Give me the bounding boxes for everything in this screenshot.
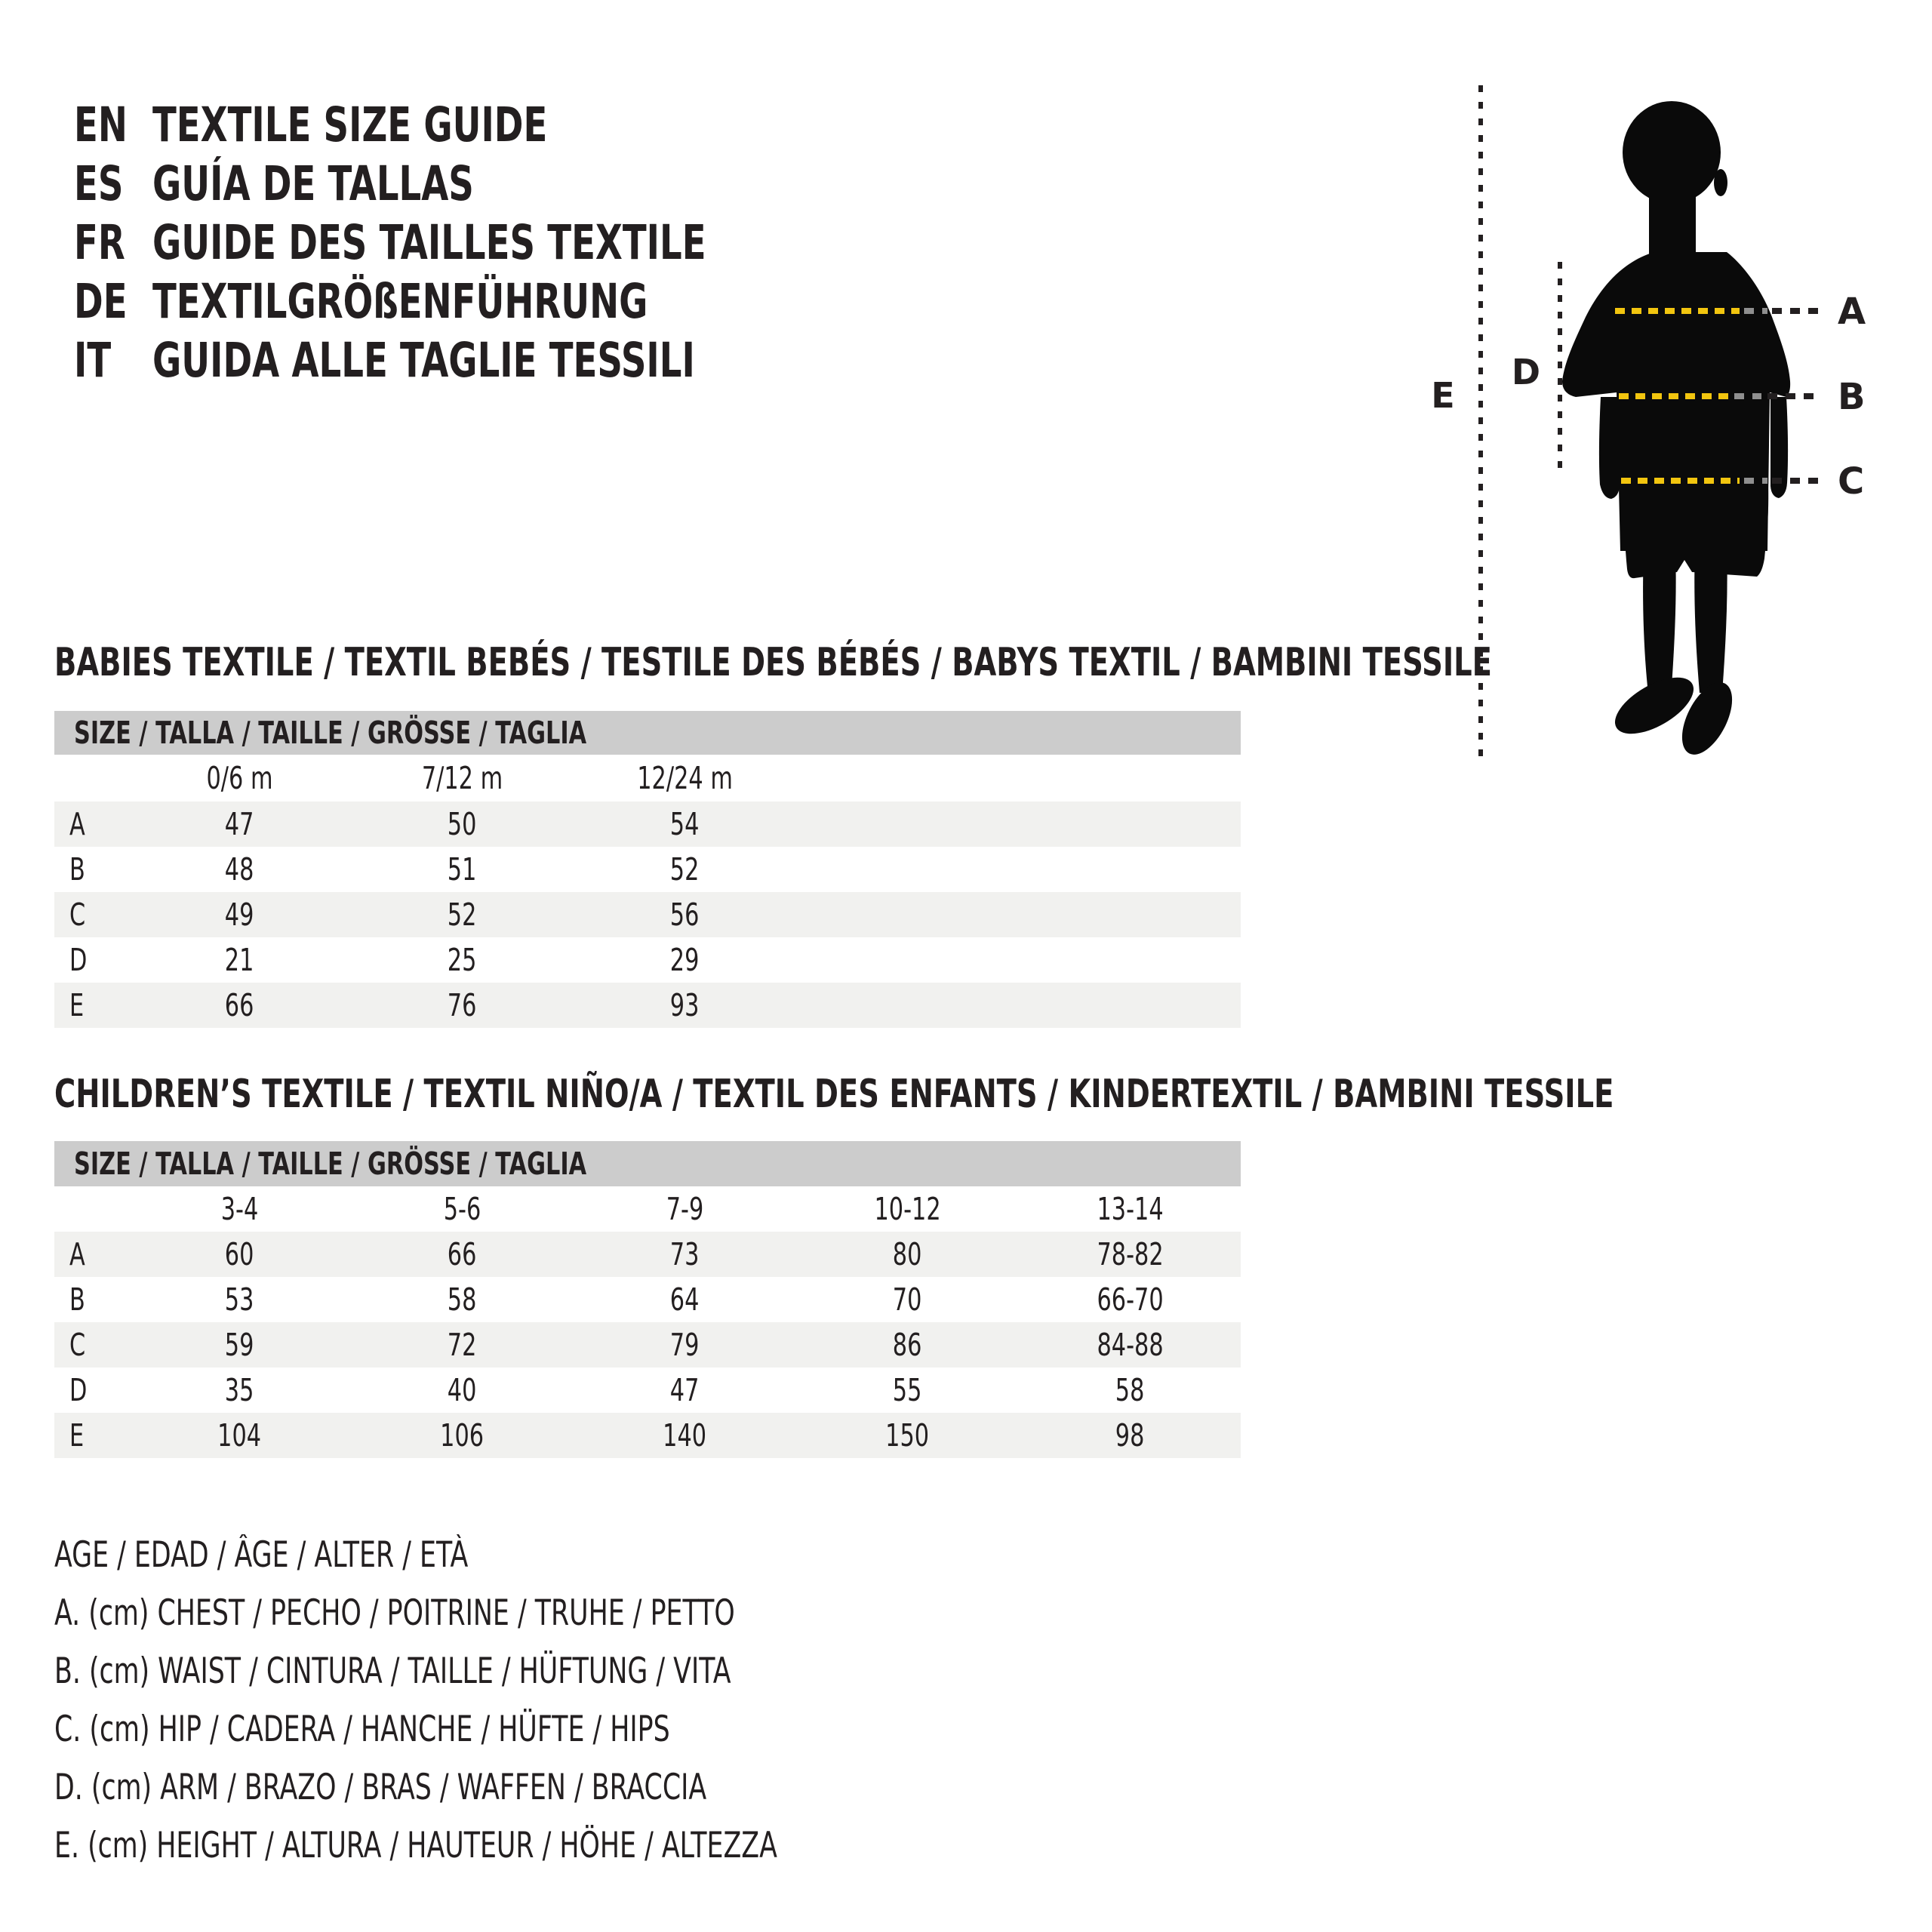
measurement-value-cell [128, 1417, 351, 1454]
measurement-value-cell-text: 59 [225, 1327, 254, 1363]
language-code [74, 333, 152, 388]
measurement-letter-cell-text: D [69, 1372, 88, 1408]
measurement-letter-cell-text: E [69, 987, 85, 1023]
legend-line-text: A. (cm) CHEST / PECHO / POITRINE / TRUHE / PETTO [54, 1592, 735, 1634]
measurement-value-cell-text: 93 [670, 987, 700, 1023]
legend-line-text: D. (cm) ARM / BRAZO / BRAS / WAFFEN / BRACCIA [54, 1767, 707, 1808]
measurement-value-cell-text: 76 [448, 987, 477, 1023]
language-row [74, 331, 900, 389]
measurement-value-cell [351, 942, 574, 978]
size-header-text: SIZE / TALLA / TAILLE / GRÖSSE / TAGLIA [74, 1146, 587, 1182]
legend-line [54, 1758, 1031, 1817]
measurement-letter-cell [54, 1236, 128, 1272]
measurement-value-cell [574, 851, 796, 888]
measurement-value-cell-text: 98 [1115, 1417, 1145, 1454]
measurement-value-cell [128, 897, 351, 933]
language-code [74, 215, 152, 270]
table-row [54, 1367, 1241, 1413]
measurement-value-cell [128, 806, 351, 842]
size-header-text: SIZE / TALLA / TAILLE / GRÖSSE / TAGLIA [74, 715, 587, 751]
measurement-value-cell-text: 50 [448, 806, 477, 842]
measurement-letter-cell [54, 1417, 128, 1454]
language-title: GUIDE DES TAILLES TEXTILE [152, 214, 706, 270]
age-column-header-text: 7/12 m [421, 760, 503, 796]
corner-cell [54, 760, 128, 796]
table-row [54, 1232, 1241, 1277]
age-column-header-text: 12/24 m [637, 760, 733, 796]
age-column-header [128, 760, 351, 796]
hip-label: C [1838, 460, 1865, 503]
language-row [74, 95, 900, 154]
babies-section-heading [54, 640, 1932, 685]
measurement-value-cell-text: 47 [670, 1372, 700, 1408]
size-header-bar [54, 711, 1241, 755]
babies-section-heading-text: BABIES TEXTILE / TEXTIL BEBÉS / TESTILE DES BÉBÉS / BABYS TEXTIL / BAMBINI TESSILE [54, 640, 1492, 685]
measurement-letter-cell-text: A [69, 806, 85, 842]
measurement-value-cell-text: 66 [448, 1236, 477, 1272]
measurement-value-cell-text: 84-88 [1097, 1327, 1164, 1363]
measurement-value-cell-text: 58 [448, 1281, 477, 1318]
age-column-header-text: 3-4 [220, 1191, 259, 1227]
measurement-value-cell [574, 987, 796, 1023]
age-column-header [574, 1191, 796, 1227]
height-label: E [1431, 375, 1455, 416]
measurement-value-cell [351, 897, 574, 933]
measurement-value-cell [796, 1372, 1019, 1408]
table-row [54, 892, 1241, 937]
language-header-block [74, 95, 900, 389]
age-column-header-text: 0/6 m [206, 760, 273, 796]
measurement-value-cell-text: 58 [1115, 1372, 1145, 1408]
language-title: GUIDA ALLE TAGLIE TESSILI [152, 332, 695, 388]
measurement-value-cell-text: 66-70 [1097, 1281, 1164, 1318]
language-title: TEXTILE SIZE GUIDE [152, 97, 548, 152]
table-row [54, 937, 1241, 983]
measurement-value-cell-text: 21 [225, 942, 254, 978]
measurement-value-cell [1019, 1417, 1241, 1454]
legend-line [54, 1700, 1031, 1758]
measurement-value-cell [128, 851, 351, 888]
language-row [74, 213, 900, 272]
age-column-header [1019, 1191, 1241, 1227]
measurement-letter-cell-text: E [69, 1417, 85, 1454]
age-column-header-text: 5-6 [443, 1191, 481, 1227]
table-row [54, 1277, 1241, 1322]
children-column-header-row [54, 1186, 1241, 1232]
legend-line-text: AGE / EDAD / ÂGE / ALTER / ETÀ [54, 1534, 469, 1576]
measurement-value-cell-text: 56 [670, 897, 700, 933]
age-column-header [351, 1191, 574, 1227]
measurement-value-cell-text: 86 [893, 1327, 922, 1363]
table-row [54, 1413, 1241, 1458]
measurement-value-cell [128, 1372, 351, 1408]
language-code-text: IT [74, 332, 112, 388]
measurement-value-cell [351, 1417, 574, 1454]
measurement-letter-cell [54, 1281, 128, 1318]
measurement-value-cell-text: 150 [885, 1417, 930, 1454]
children-table [54, 1232, 1241, 1458]
measurement-value-cell [351, 1236, 574, 1272]
measurement-value-cell [796, 1281, 1019, 1318]
language-code [74, 156, 152, 211]
measurement-value-cell-text: 51 [448, 851, 477, 888]
legend-line-text: B. (cm) WAIST / CINTURA / TAILLE / HÜFTUNG / VITA [54, 1651, 731, 1692]
measurement-value-cell-text: 70 [893, 1281, 922, 1318]
measurement-letter-cell [54, 897, 128, 933]
measurement-value-cell [1019, 1236, 1241, 1272]
language-code-text: ES [74, 155, 124, 211]
legend-line [54, 1526, 1031, 1584]
measurement-value-cell-text: 52 [448, 897, 477, 933]
measurement-value-cell [574, 1372, 796, 1408]
measurement-value-cell [1019, 1281, 1241, 1318]
language-code-text: FR [74, 214, 125, 270]
measurement-letter-cell-text: A [69, 1236, 85, 1272]
measurement-letter-cell [54, 1372, 128, 1408]
measurement-value-cell [796, 1327, 1019, 1363]
measurement-value-cell [796, 1236, 1019, 1272]
children-section-heading [54, 1072, 1932, 1117]
language-code [74, 97, 152, 152]
age-column-header [796, 1191, 1019, 1227]
legend-line-text: E. (cm) HEIGHT / ALTURA / HAUTEUR / HÖHE / ALTEZZA [54, 1825, 777, 1866]
measurement-legend [54, 1526, 1031, 1875]
legend-line-text: C. (cm) HIP / CADERA / HANCHE / HÜFTE / HIPS [54, 1709, 670, 1750]
babies-table [54, 801, 1241, 1028]
language-row [74, 154, 900, 213]
measurement-letter-cell-text: C [69, 1327, 86, 1363]
measurement-value-cell [574, 897, 796, 933]
table-row [54, 983, 1241, 1028]
age-column-header [351, 760, 574, 796]
measurement-value-cell-text: 40 [448, 1372, 477, 1408]
measurement-value-cell-text: 140 [663, 1417, 707, 1454]
measurement-value-cell-text: 35 [225, 1372, 254, 1408]
size-header-bar [54, 1141, 1241, 1186]
measurement-letter-cell-text: B [69, 851, 85, 888]
measurement-value-cell-text: 79 [670, 1327, 700, 1363]
measurement-value-cell [351, 1327, 574, 1363]
language-code-text: DE [74, 273, 128, 329]
chest-label: A [1838, 291, 1866, 333]
measurement-value-cell [574, 1327, 796, 1363]
measurement-value-cell-text: 78-82 [1097, 1236, 1164, 1272]
measurement-value-cell [796, 1417, 1019, 1454]
measurement-value-cell-text: 80 [893, 1236, 922, 1272]
age-column-header-text: 10-12 [874, 1191, 941, 1227]
measurement-value-cell [574, 1236, 796, 1272]
measurement-value-cell [574, 806, 796, 842]
measurement-value-cell-text: 72 [448, 1327, 477, 1363]
measurement-value-cell [128, 1281, 351, 1318]
measurement-value-cell-text: 60 [225, 1236, 254, 1272]
measurement-letter-cell-text: D [69, 942, 88, 978]
language-title: GUÍA DE TALLAS [152, 155, 474, 211]
measurement-value-cell [1019, 1327, 1241, 1363]
table-row [54, 847, 1241, 892]
measurement-value-cell-text: 66 [225, 987, 254, 1023]
measurement-value-cell-text: 52 [670, 851, 700, 888]
corner-cell [54, 1191, 128, 1227]
table-row [54, 1322, 1241, 1367]
measurement-value-cell-text: 54 [670, 806, 700, 842]
measurement-value-cell-text: 25 [448, 942, 477, 978]
table-row [54, 801, 1241, 847]
measurement-value-cell [128, 1236, 351, 1272]
measurement-value-cell [128, 942, 351, 978]
column-header-row [54, 1186, 1241, 1232]
measurement-value-cell [574, 1417, 796, 1454]
language-code-text: EN [74, 97, 128, 152]
measurement-value-cell-text: 106 [440, 1417, 485, 1454]
measurement-value-cell [128, 987, 351, 1023]
measurement-value-cell-text: 48 [225, 851, 254, 888]
legend-line [54, 1642, 1031, 1700]
measurement-letter-cell [54, 1327, 128, 1363]
measurement-value-cell [351, 1372, 574, 1408]
age-column-header [128, 1191, 351, 1227]
measurement-value-cell-text: 49 [225, 897, 254, 933]
babies-column-header-row [54, 755, 1241, 801]
children-section-heading-text: CHILDREN’S TEXTILE / TEXTIL NIÑO/A / TEXTIL DES ENFANTS / KINDERTEXTIL / BAMBINI TESSILE [54, 1072, 1614, 1117]
measurement-value-cell-text: 64 [670, 1281, 700, 1318]
measurement-letter-cell [54, 942, 128, 978]
measurement-value-cell [351, 851, 574, 888]
measurement-letter-cell [54, 806, 128, 842]
measurement-value-cell [1019, 1372, 1241, 1408]
measurement-value-cell-text: 73 [670, 1236, 700, 1272]
measurement-value-cell [128, 1327, 351, 1363]
measurement-value-cell-text: 47 [225, 806, 254, 842]
age-column-header [574, 760, 796, 796]
measurement-letter-cell [54, 987, 128, 1023]
language-title: TEXTILGRÖßENFÜHRUNG [152, 273, 648, 329]
measurement-letter-cell-text: B [69, 1281, 85, 1318]
column-header-row [54, 755, 1241, 801]
measurement-value-cell [351, 1281, 574, 1318]
measurement-value-cell [351, 987, 574, 1023]
measurement-value-cell [574, 942, 796, 978]
language-row [74, 272, 900, 331]
age-column-header-text: 7-9 [666, 1191, 704, 1227]
measurement-letter-cell-text: C [69, 897, 86, 933]
legend-line [54, 1584, 1031, 1642]
waist-label: B [1838, 376, 1866, 418]
arm-label: D [1511, 352, 1541, 392]
age-column-header-text: 13-14 [1097, 1191, 1164, 1227]
measurement-value-cell-text: 29 [670, 942, 700, 978]
measurement-value-cell-text: 55 [893, 1372, 922, 1408]
language-code [74, 274, 152, 329]
measurement-value-cell-text: 53 [225, 1281, 254, 1318]
measurement-value-cell [351, 806, 574, 842]
measurement-letter-cell [54, 851, 128, 888]
legend-line [54, 1817, 1031, 1875]
measurement-value-cell-text: 104 [217, 1417, 262, 1454]
measurement-value-cell [574, 1281, 796, 1318]
